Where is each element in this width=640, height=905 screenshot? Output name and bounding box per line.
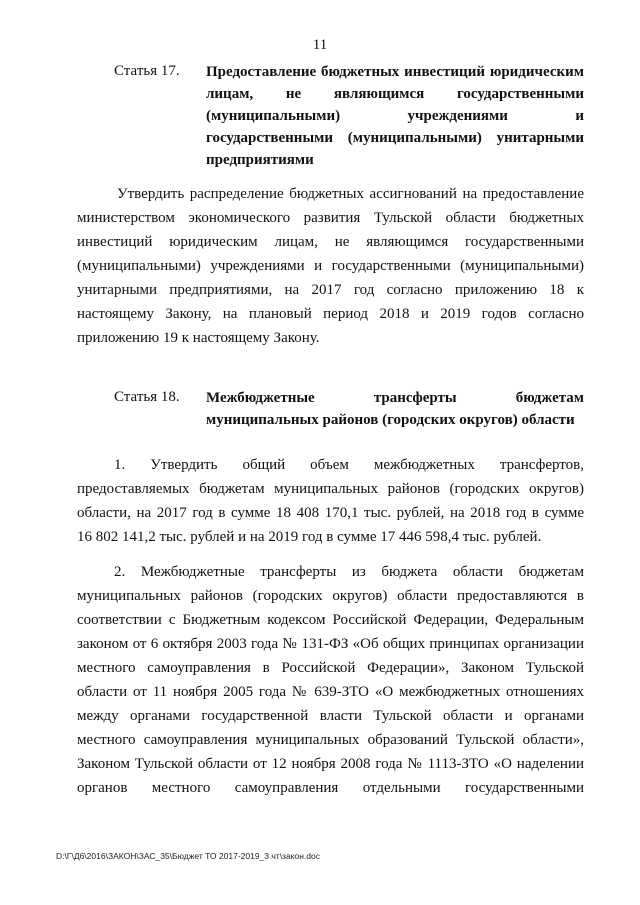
body-line: 16 802 141,2 тыс. рублей и на 2019 год в сумме 17 446 598,4 тыс. рублей. [77, 529, 542, 545]
body-line: унитарными предприятиями, на 2017 год согласно приложению 18 к [77, 282, 584, 298]
body-line: местного самоуправления в Российской Федерации», Законом Тульской [77, 660, 584, 676]
title-line: (муниципальными) учреждениями и [206, 108, 584, 124]
body-line: области от 11 ноября 2005 года № 639-ЗТО «О межбюджетных отношениях [77, 684, 584, 700]
article-18-label: Статья 18. [114, 389, 180, 405]
file-path-footer: D:\Г\Д6\2016\ЗАКОН\ЗАС_35\Бюджет ТО 2017-2019_3 чт\закон.doc [56, 851, 320, 861]
title-line: государственными (муниципальными) унитарными [206, 130, 584, 146]
body-line: инвестиций юридическим лицам, не являющимся государственными [77, 234, 584, 250]
body-line: Законом Тульской области от 12 ноября 2008 года № 1113-ЗТО «О наделении [77, 756, 584, 772]
body-line: законом от 6 октября 2003 года № 131-ФЗ «Об общих принципах организации [77, 636, 584, 652]
body-line: (муниципальными) учреждениями и государственными (муниципальными) [77, 258, 584, 274]
body-line: муниципальных районов (городских округов) области предоставляются в [77, 588, 584, 604]
page-number: 11 [312, 37, 328, 53]
body-line: органов местного самоуправления отдельными государственными [77, 780, 584, 796]
article-18-paragraph-1 [77, 453, 584, 549]
title-line: лицам, не являющимся государственными [206, 86, 584, 102]
article-17-title [206, 61, 584, 171]
body-line: между органами государственной власти Тульской области и органами [77, 708, 584, 724]
body-line: 2. Межбюджетные трансферты из бюджета области бюджетам [114, 564, 584, 580]
body-line: министерством экономического развития Тульской области бюджетных [77, 210, 584, 226]
body-line: 1. Утвердить общий объем межбюджетных трансфертов, [114, 457, 584, 473]
title-line: муниципальных районов (городских округов) области [206, 412, 575, 428]
title-line: Предоставление бюджетных инвестиций юридическим [206, 64, 584, 80]
article-18-paragraph-2 [77, 560, 584, 800]
title-line: Межбюджетные трансферты бюджетам [206, 390, 584, 406]
body-line: области, на 2017 год в сумме 18 408 170,1 тыс. рублей, на 2018 год в сумме [77, 505, 584, 521]
body-line: предоставляемых бюджетам муниципальных районов (городских округов) [77, 481, 584, 497]
body-line: настоящему Закону, на плановый период 2018 и 2019 годов согласно [77, 306, 584, 322]
article-17-body [77, 182, 584, 350]
title-line: предприятиями [206, 152, 314, 168]
body-line: соответствии с Бюджетным кодексом Российской Федерации, Федеральным [77, 612, 584, 628]
article-18-title [206, 387, 584, 431]
body-line: приложению 19 к настоящему Закону. [77, 330, 320, 346]
article-17-label: Статья 17. [114, 63, 180, 79]
body-line: Утвердить распределение бюджетных ассигнований на предоставление [117, 186, 584, 202]
body-line: местного самоуправления муниципальных образований Тульской области», [77, 732, 584, 748]
